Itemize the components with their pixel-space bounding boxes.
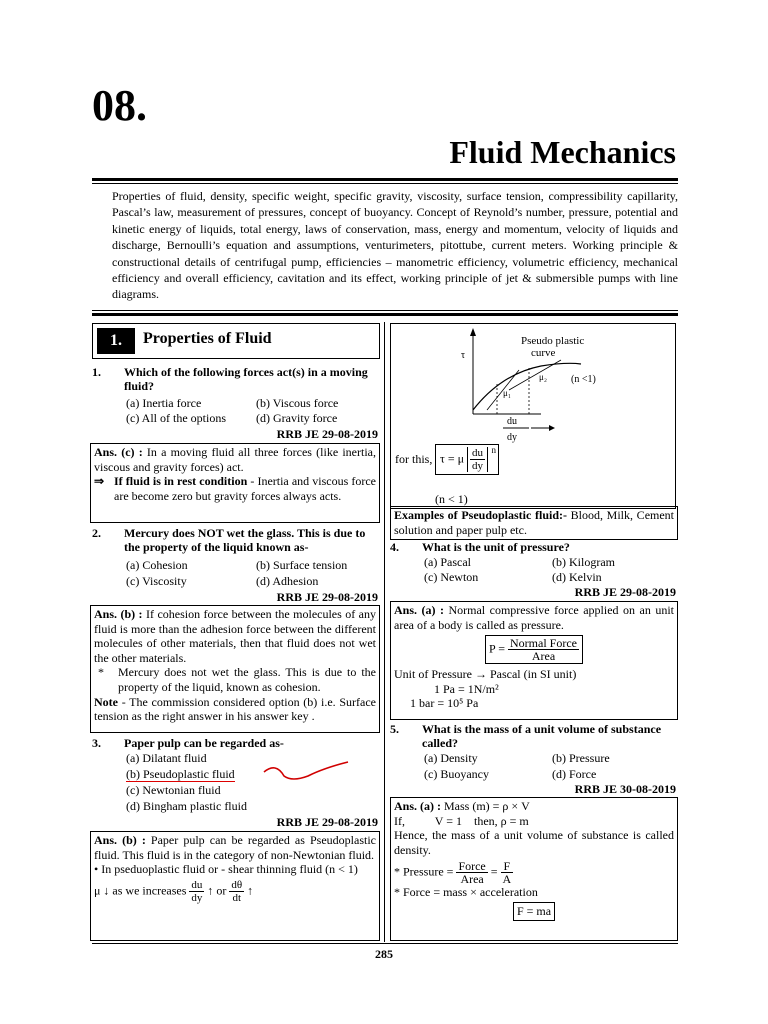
f-ma-box: F = ma	[513, 902, 555, 921]
option-c: (c) Viscosity	[126, 574, 187, 588]
n-condition: (n < 1)	[435, 492, 468, 506]
mu1-label: μ₁	[503, 388, 511, 398]
power-law-formula	[435, 444, 499, 475]
examples-box	[390, 506, 678, 540]
header-rule	[92, 178, 678, 181]
answer-text: Paper pulp can be regarded as Pseudoplastic fluid. This fluid is in the category of non-Newtonian fluid.	[94, 833, 376, 862]
option-b: (b) Pseudoplastic fluid	[126, 767, 235, 781]
question-source: RRB JE 29-08-2019	[574, 585, 676, 599]
page-number: 285	[375, 947, 393, 961]
up-arrow: ↑	[247, 883, 254, 898]
question-number: 2.	[92, 526, 101, 540]
pa-line: 1 Pa = 1N/m²	[434, 681, 499, 696]
fraction-force-area: $\frac{\text{Force}}{\text{Area}}$	[458, 859, 486, 887]
y-axis-arrow	[470, 328, 476, 336]
p-eq: P =	[489, 641, 505, 656]
question-1	[92, 365, 380, 395]
question-2	[92, 526, 380, 556]
option-d: (d) Bingham plastic fluid	[126, 799, 247, 813]
option-d: (d) Adhesion	[256, 574, 319, 588]
answer-5	[390, 797, 678, 941]
option-b: (b) Kilogram	[552, 555, 615, 569]
up-arrow: ↑	[207, 883, 214, 898]
examples-label: Examples of Pseudoplastic fluid:-	[394, 508, 568, 522]
answer-label: Ans. (a) :	[394, 799, 441, 813]
option-a: (a) Dilatant fluid	[126, 751, 207, 765]
syllabus-text: Properties of fluid, density, specific weight, specific gravity, viscosity, surface tension, compressibility capillarity, Pascal’s law, measurement of pressures, concept of buoyancy. Concept of Reynold’s number, pressure, potential and kinetic energy of liquids, total energy, laws of conservation, mass, energy and momentum, velocity of liquids and discharge, Bernoulli’s equation and assumptions, venturimeters, pitottube, current meters. Working principle & constructional details of centrifugal pump, efficiencies – manometric efficiency, volumetric efficiency, mechanical efficiency and overall efficiency, cavitation and its effect, working principle of jet & submersible pumps with line diagrams.	[112, 189, 678, 302]
option-a: (a) Cohesion	[126, 558, 188, 572]
pseudoplastic-graph-box	[390, 323, 676, 509]
question-text: Paper pulp can be regarded as-	[124, 736, 284, 750]
answer-text-2: - Inertia and viscous force are become zero but gravity forces always acts.	[114, 474, 376, 503]
chapter-number: 08.	[92, 81, 147, 130]
option-a: (a) Inertia force	[126, 396, 202, 410]
question-source: RRB JE 29-08-2019	[276, 815, 378, 829]
answer-note-star: Mercury does not wet the glass. This is due to the property of the liquid, known as cohesion.	[118, 665, 376, 694]
section-heading	[92, 323, 380, 359]
option-d: (d) Force	[552, 767, 597, 781]
question-source: RRB JE 30-08-2019	[574, 782, 676, 796]
pseudoplastic-curve	[473, 363, 581, 410]
column-divider	[384, 322, 385, 942]
pseudoplastic-graph	[391, 324, 675, 508]
question-text: What is the unit of pressure?	[422, 540, 570, 554]
curve-label-1: Pseudo plastic	[521, 335, 585, 347]
question-number: 4.	[390, 540, 399, 554]
question-text: Which of the following forces act(s) in a moving fluid?	[124, 365, 368, 393]
option-b: (b) Surface tension	[256, 558, 348, 572]
option-d: (d) Kelvin	[552, 570, 602, 584]
answer-emphasis: If fluid is in rest condition	[114, 474, 248, 489]
question-4	[390, 540, 678, 556]
answer-label: Ans. (b) :	[94, 833, 146, 847]
syllabus-rule	[92, 313, 678, 316]
for-this-text: for this,	[395, 452, 433, 466]
option-c: (c) Buoyancy	[424, 767, 489, 781]
fraction-force-area: $\frac{\text{Normal Force}}{\text{Area}}$	[510, 636, 577, 664]
mu2-label: μ₂	[539, 372, 547, 382]
answer-1	[90, 443, 380, 523]
answer-label: Ans. (a) :	[394, 603, 444, 617]
question-source: RRB JE 29-08-2019	[276, 590, 378, 604]
bullet-text: In pseduoplastic fluid or - shear thinning fluid (n < 1)	[101, 862, 358, 877]
du-label: du	[507, 416, 517, 427]
option-b: (b) Pressure	[552, 751, 610, 765]
option-c: (c) All of the options	[126, 411, 226, 425]
option-b: (b) Viscous force	[256, 396, 339, 410]
mu-decrease-text: μ ↓ as we increases	[94, 883, 187, 898]
star-bullet: *	[98, 665, 104, 680]
section-number: 1.	[97, 328, 135, 354]
fraction-du-dy: $\frac{du}{dy}$	[472, 447, 484, 472]
answer-text: Mass (m) = ρ × V	[441, 799, 530, 813]
dy-label: dy	[507, 432, 517, 443]
fraction-dtheta-dt: $\frac{d\theta}{dt}$	[231, 878, 243, 904]
question-number: 3.	[92, 736, 101, 750]
footer-rule	[92, 943, 678, 944]
header-rule-thin	[92, 183, 678, 184]
answer-text: Normal compressive force applied on an unit area of a body is called as pressure.	[394, 603, 674, 632]
option-a: (a) Density	[424, 751, 478, 765]
unit-line: Unit of Pressure → Pascal (in SI unit)	[394, 667, 577, 682]
hence-line: Hence, the mass of a unit volume of substance is called density.	[394, 828, 674, 857]
pressure-formula	[485, 635, 583, 664]
fraction-f-a: $\frac{F}{A}$	[502, 859, 512, 887]
chapter-title: Fluid Mechanics	[449, 134, 676, 170]
examples-text: Blood, Milk, Cement solution and paper pulp etc.	[394, 508, 675, 537]
tau-eq: τ = μ	[440, 451, 465, 466]
answer-label: Ans. (c) :	[94, 445, 143, 459]
implies-arrow: ⇒	[94, 474, 105, 489]
question-source: RRB JE 29-08-2019	[276, 427, 378, 441]
option-d: (d) Gravity force	[256, 411, 338, 425]
note-label: Note	[94, 694, 118, 709]
equals: =	[490, 864, 498, 879]
question-number: 5.	[390, 722, 399, 736]
question-text: What is the mass of a unit volume of substance called?	[422, 722, 662, 750]
option-a: (a) Pascal	[424, 555, 471, 569]
if-line: If, V = 1 then, ρ = m	[394, 813, 529, 828]
question-number: 1.	[92, 365, 101, 379]
question-3	[92, 736, 380, 752]
or-text: or	[216, 883, 227, 898]
fraction-du-dy: $\frac{du}{dy}$	[191, 878, 203, 904]
n-label: (n <1)	[571, 374, 596, 385]
section-title: Properties of Fluid	[143, 330, 272, 347]
syllabus-rule-thin	[92, 310, 678, 311]
question-5	[390, 722, 678, 752]
tau-label: τ	[461, 350, 466, 361]
question-text: Mercury does NOT wet the glass. This is due to the property of the liquid known as-	[124, 526, 366, 554]
tangent-2	[509, 360, 561, 390]
option-c: (c) Newton	[424, 570, 479, 584]
answer-label: Ans. (b) :	[94, 607, 143, 621]
handwritten-mark	[262, 758, 352, 784]
curve-label-2: curve	[531, 347, 556, 359]
answer-4	[390, 601, 678, 720]
answer-2	[90, 605, 380, 733]
answer-text: In a moving fluid all three forces (like inertia, viscous and gravity forces) act.	[94, 445, 376, 474]
answer-3	[90, 831, 380, 941]
option-c: (c) Newtonian fluid	[126, 783, 221, 797]
answer-text: If cohesion force between the molecules of any fluid is more than the adhesion force between the different molecules of other materials, then that fluid does not wet the other materials.	[94, 607, 377, 665]
bullet: •	[94, 862, 99, 877]
force-line: * Force = mass × acceleration	[394, 885, 538, 900]
pressure-star: * Pressure =	[394, 864, 454, 879]
exponent-n: n	[491, 445, 497, 455]
note-text: - The commission considered option (b) i.e. Surface tension as the right answer in his answer key .	[94, 694, 376, 724]
bar-line: 1 bar = 10⁵ Pa	[410, 696, 479, 711]
